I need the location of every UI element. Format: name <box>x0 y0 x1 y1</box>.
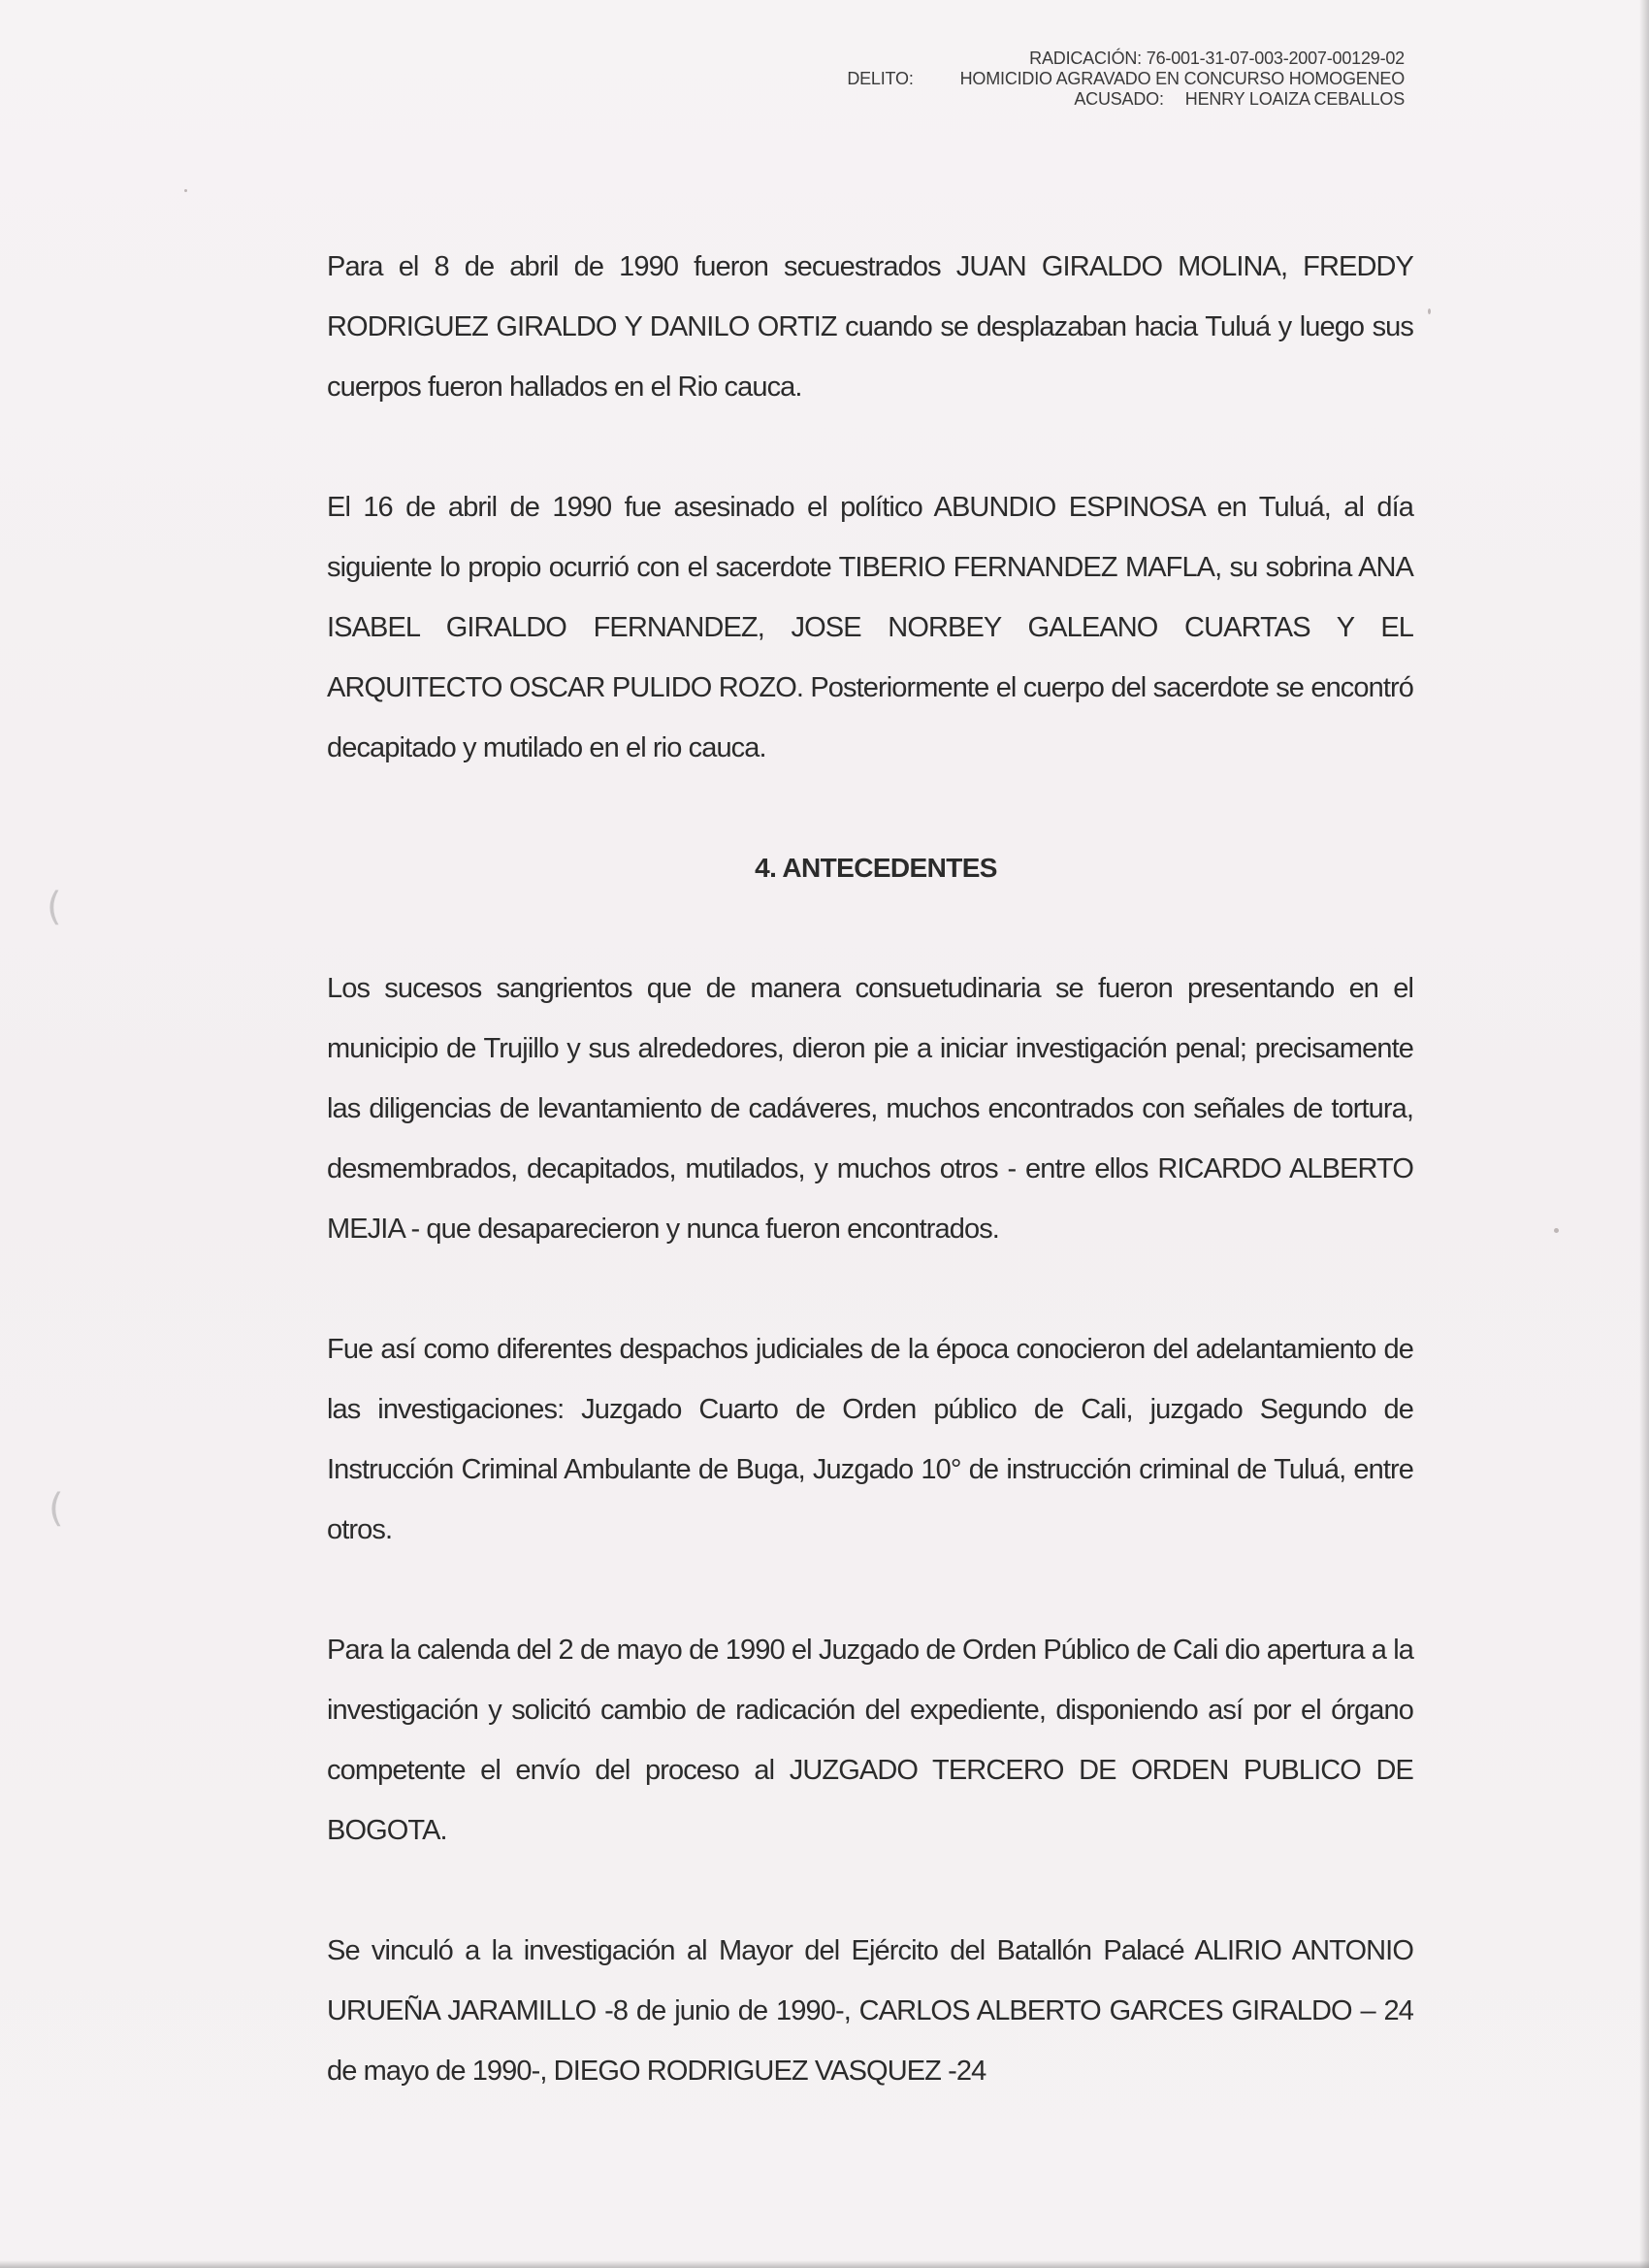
document-body <box>327 237 1413 2161</box>
acusado-label: ACUSADO: <box>1074 89 1164 109</box>
delito-line <box>847 69 1405 89</box>
delito-value: HOMICIDIO AGRAVADO EN CONCURSO HOMOGENEO <box>959 69 1405 88</box>
paragraph-sucesos: Los sucesos sangrientos que de manera consuetudinaria se fueron presentando en el municipio de Trujillo y sus alrededores, dieron pie a iniciar investigación penal; precisamente las diligencias de levantamiento de cadáveres, muchos encontrados con señales de tortura, desmembrados, decapitados, mutilados, y muchos otros - entre ellos RICARDO ALBERTO MEJIA - que desaparecieron y nunca fueron encontrados. <box>327 973 1413 1245</box>
speck-mark <box>1428 308 1431 314</box>
acusado-line <box>847 89 1405 110</box>
paragraph-despachos: Fue así como diferentes despachos judiciales de la época conocieron del adelantamiento de las investigaciones: Juzgado Cuarto de Orden público de Cali, juzgado Segundo de Instrucción Criminal Ambulante de Buga, Juzgado 10° de instrucción criminal de Tuluá, entre otros. <box>327 1334 1413 1545</box>
paragraph-vinculados: Se vinculó a la investigación al Mayor del Ejército del Batallón Palacé ALIRIO ANTONIO URUEÑA JARAMILLO -8 de junio de 1990-, CARLOS ALBERTO GARCES GIRALDO – 24 de mayo de 1990-, DIEGO RODRIGUEZ VASQUEZ -24 <box>327 1935 1413 2087</box>
acusado-value: HENRY LOAIZA CEBALLOS <box>1184 89 1405 109</box>
binder-hole-mark-icon: ( <box>47 885 62 929</box>
binder-hole-mark-icon: ( <box>48 1486 64 1531</box>
case-header <box>847 49 1405 110</box>
paragraph-asesinatos: El 16 de abril de 1990 fue asesinado el político ABUNDIO ESPINOSA en Tuluá, al día siguiente lo propio ocurrió con el sacerdote TIBERIO FERNANDEZ MAFLA, su sobrina ANA ISABEL GIRALDO FERNANDEZ, JOSE NORBEY GALEANO CUARTAS Y EL ARQUITECTO OSCAR PULIDO ROZO. Posteriormente el cuerpo del sacerdote se encontró decapitado y mutilado en el rio cauca. <box>327 492 1413 763</box>
speck-mark <box>184 189 187 192</box>
section-heading: 4. ANTECEDENTES <box>755 853 997 883</box>
speck-mark <box>1554 1228 1559 1233</box>
delito-label: DELITO: <box>847 69 914 88</box>
paragraph-secuestro: Para el 8 de abril de 1990 fueron secuestrados JUAN GIRALDO MOLINA, FREDDY RODRIGUEZ GIRALDO Y DANILO ORTIZ cuando se desplazaban hacia Tuluá y luego sus cuerpos fueron hallados en el Rio cauca. <box>327 251 1413 403</box>
radicacion-line: RADICACIÓN: 76-001-31-07-003-2007-00129-02 <box>1029 49 1405 68</box>
paragraph-apertura: Para la calenda del 2 de mayo de 1990 el Juzgado de Orden Público de Cali dio apertura a la investigación y solicitó cambio de radicación del expediente, disponiendo así por el órgano competente el envío del proceso al JUZGADO TERCERO DE ORDEN PUBLICO DE BOGOTA. <box>327 1635 1413 1846</box>
